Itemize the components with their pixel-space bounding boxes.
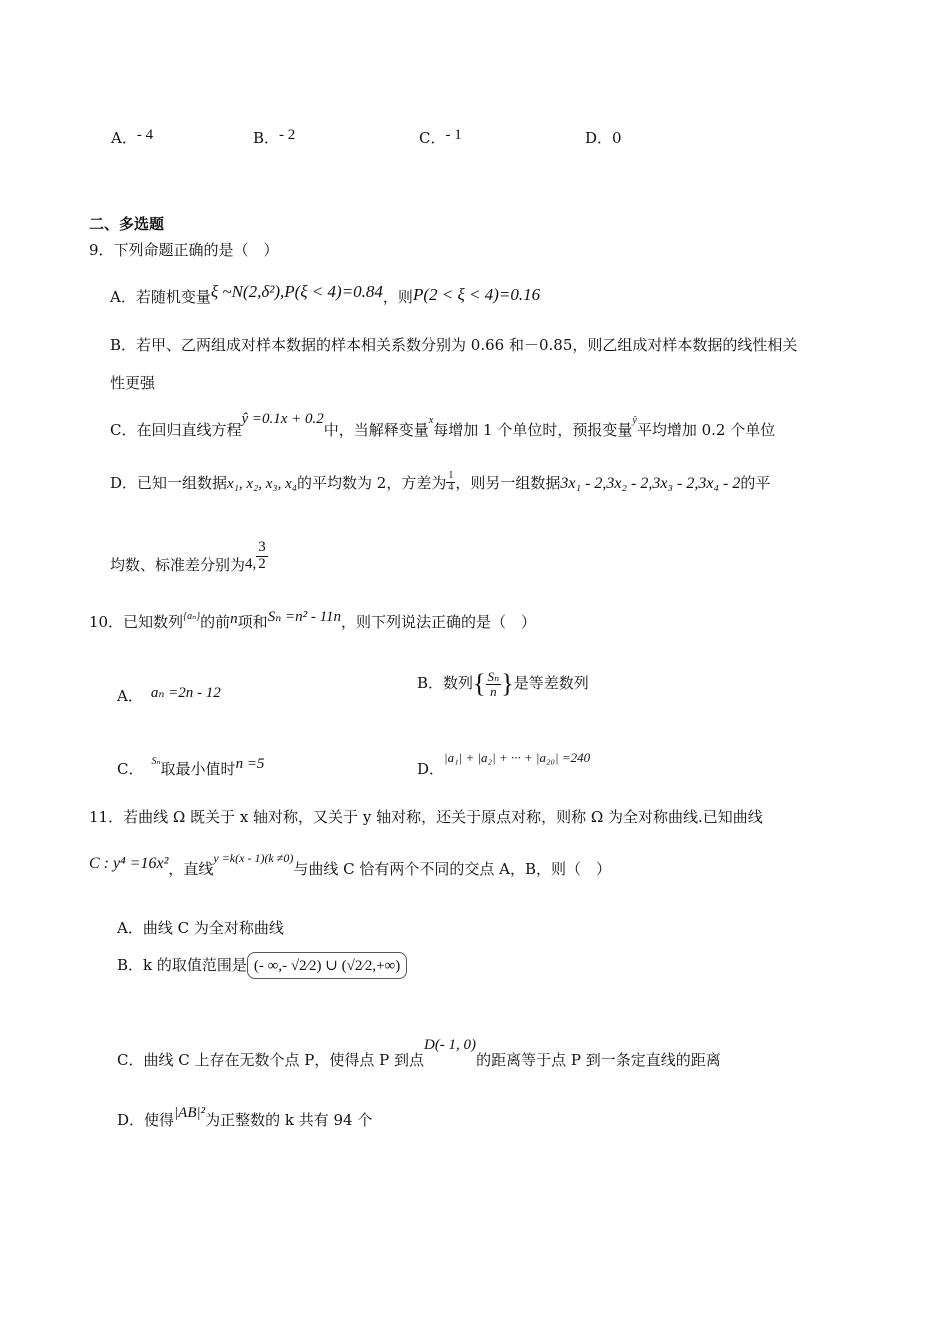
q10-option-c: C． $^{S_n}$取最小值时n =5 <box>117 756 265 778</box>
q11-b-interval: (- ∞,- √2⁄2) ∪ (√2⁄2,+∞) <box>247 952 407 979</box>
q10-sequence: {aₙ} <box>183 611 201 622</box>
q9-option-b-line1: B．若甲、乙两组成对样本数据的样本相关系数分别为 0.66 和－0.85，则乙组成对样本数据的线性相关 <box>110 336 798 354</box>
section-heading: 二、多选题 <box>89 215 165 233</box>
q9-a-result: P(2 < ξ < 4)=0.16 <box>412 285 541 304</box>
q9-option-b-line2: 性更强 <box>110 374 156 392</box>
q9-option-a: A．若随机变量ξ ~N(2,δ²),P(ξ < 4)=0.84，则P(2 < ξ < 4)=0.16 <box>110 282 541 306</box>
q9-c-x: x <box>428 415 434 426</box>
q11-option-d: D．使得|AB|²为正整数的 k 共有 94 个 <box>117 1105 373 1129</box>
q11-d-formula: |AB|² <box>174 1105 206 1121</box>
q11-option-c: C．曲线 C 上存在无数个点 P，使得点 P 到点D(- 1, 0)的距离等于点 P 到一条定直线的距离 <box>117 1037 721 1069</box>
q10-sum-formula: Sₙ =n² - 11n <box>267 609 342 625</box>
q11-curve: C : y⁴ =16x² <box>89 855 169 872</box>
q9-d-fraction2: $\frac{3}{2}$ <box>258 539 266 572</box>
q8-value-a: - 4 <box>136 127 154 143</box>
q10-d-formula: |a₁| + |a₂| + ··· + |a₂₀| =240 <box>444 750 591 765</box>
q10-option-a: A． aₙ =2n - 12 <box>117 685 221 705</box>
q8-option-b: B．- 2 <box>253 127 296 147</box>
q9-d-fraction: $\frac{1}{4}$ <box>448 470 454 493</box>
q8-value-c: - 1 <box>445 127 462 143</box>
q9-d-data: x₁, x₂, x₃, x₄ <box>227 476 298 492</box>
q10-stem: 10．已知数列$^{\{a_n\}}$的前n项和Sₙ =n² - 11n，则下列说法正确的是（ ） <box>89 609 537 631</box>
q11-stem-line1: 11．若曲线 Ω 既关于 x 轴对称，又关于 y 轴对称，还关于原点对称，则称 Ω 为全对称曲线.已知曲线 <box>89 808 763 826</box>
q10-b-fraction: $\frac{\text{Sₙ}}{n}$ <box>487 668 500 699</box>
q10-option-b: B．数列{ $\frac{\text{Sₙ}}{n}$ }是等差数列 <box>417 668 589 699</box>
q8-option-c: C．- 1 <box>419 127 462 147</box>
q11-option-a: A．曲线 C 为全对称曲线 <box>117 919 284 937</box>
q9-c-regression: ŷ =0.1x + 0.2 <box>241 411 324 427</box>
q11-option-b: B．k 的取值范围是 (- ∞,- √2⁄2) ∪ (√2⁄2,+∞) <box>117 952 407 979</box>
q10-option-d: D．|a₁| + |a₂| + ··· + |a₂₀| =240 <box>417 750 591 778</box>
q9-c-y: ŷ <box>632 415 637 426</box>
q11-c-point: D(- 1, 0) <box>423 1037 477 1053</box>
q8-option-a: A．- 4 <box>111 127 154 147</box>
q9-a-formula: ξ ~N(2,δ²),P(ξ < 4)=0.84 <box>210 282 383 301</box>
q9-stem: 9．下列命题正确的是（ ） <box>89 241 279 259</box>
q9-d-data2: 3x₁ - 2,3x₂ - 2,3x₃ - 2,3x₄ - 2 <box>560 475 741 492</box>
q8-value-b: - 2 <box>279 127 296 143</box>
q8-option-d: D．0 <box>585 129 622 147</box>
q9-option-d-line2: 均数、标准差分别为4, $\frac{3}{2}$ <box>110 539 266 575</box>
q11-stem-line2: C : y⁴ =16x²，直线$^{y =k(x - 1)(k \ne 0)}$与曲线 C 恰有两个不同的交点 A，B，则（ ） <box>89 851 611 878</box>
q9-option-c: C．在回归直线方程ŷ =0.1x + 0.2中，当解释变量$^x$每增加 1 个单位时，预报变量$^ŷ$平均增加 0.2 个单位 <box>110 411 776 439</box>
q10-a-formula: aₙ =2n - 12 <box>150 685 221 701</box>
q9-option-d: D．已知一组数据x₁, x₂, x₃, x₄的平均数为 2，方差为 $\frac{1}{4}$ ，则另一组数据3x₁ - 2,3x₂ - 2,3x₃ - 2,3x₄ - 2的平 <box>110 470 771 493</box>
q11-line-equation: y =k(x - 1)(k ≠0) <box>213 851 294 865</box>
